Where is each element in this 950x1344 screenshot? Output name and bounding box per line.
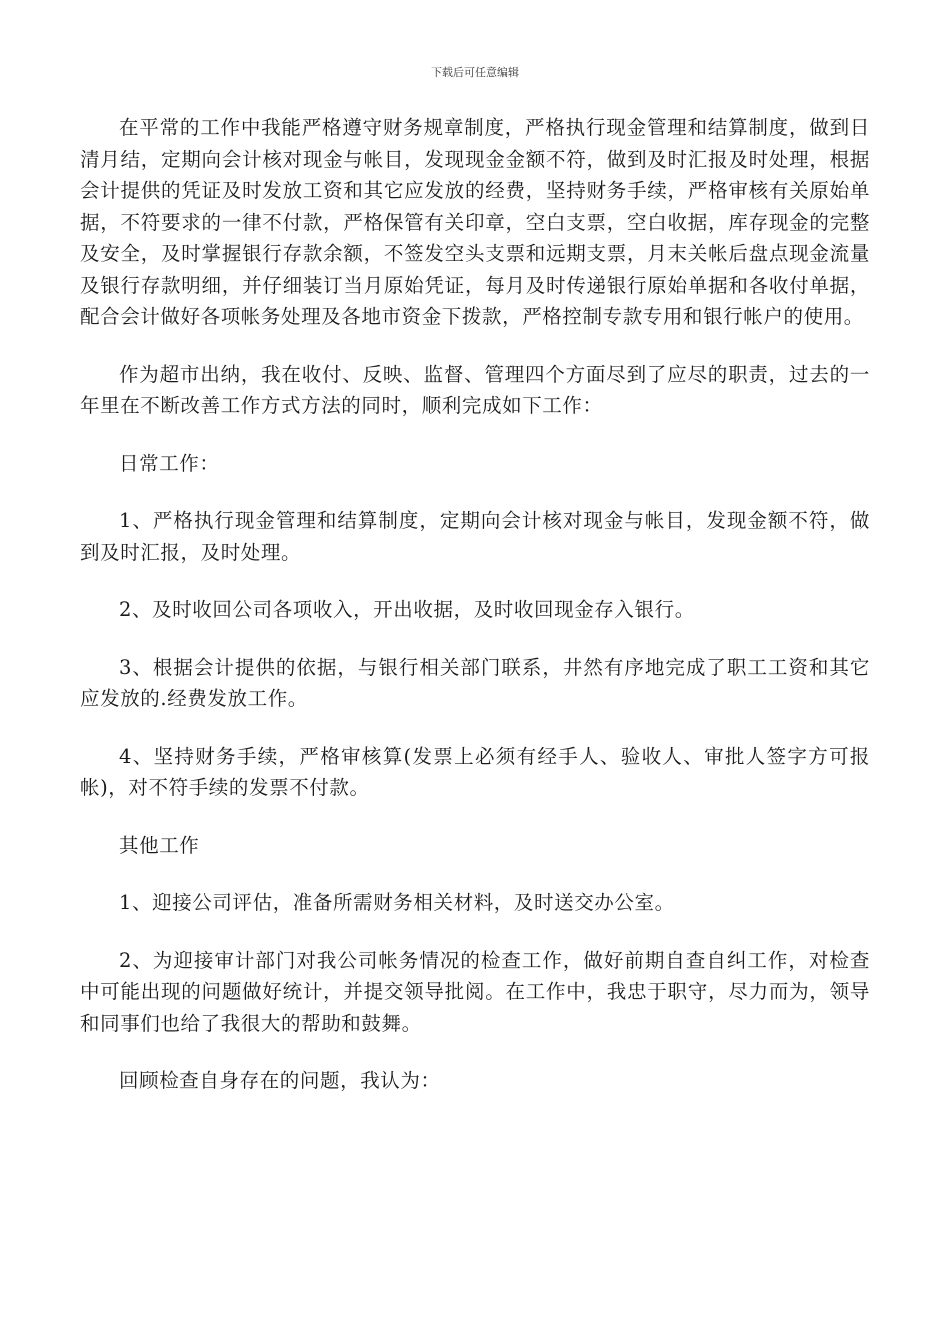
paragraph-cashier-duties: 作为超市出纳，我在收付、反映、监督、管理四个方面尽到了应尽的职责，过去的一年里在不断改善工作方式方法的同时，顺利完成如下工作： [80, 362, 870, 417]
document-body [80, 112, 870, 1123]
list-item-other-2: 2、为迎接审计部门对我公司帐务情况的检查工作，做好前期自查自纠工作，对检查中可能出现的问题做好统计，并提交领导批阅。在工作中，我忠于职守，尽力而为，领导和同事们也给了我很大的帮助和鼓舞。 [80, 948, 870, 1035]
list-item-daily-1: 1、严格执行现金管理和结算制度，定期向会计核对现金与帐目，发现金额不符，做到及时汇报，及时处理。 [80, 509, 870, 564]
paragraph-review: 回顾检查自身存在的问题，我认为： [119, 1069, 441, 1092]
list-item-daily-3: 3、根据会计提供的依据，与银行相关部门联系，井然有序地完成了职工工资和其它应发放的.经费发放工作。 [80, 655, 870, 710]
paragraph-intro: 在平常的工作中我能严格遵守财务规章制度，严格执行现金管理和结算制度，做到日清月结，定期向会计核对现金与帐目，发现现金金额不符，做到及时汇报及时处理，根据会计提供的凭证及时发放工资和其它应发放的经费，坚持财务手续，严格审核有关原始单据，不符要求的一律不付款，严格保管有关印章，空白支票，空白收据，库存现金的完整及安全，及时掌握银行存款余额，不签发空头支票和远期支票，月末关帐后盘点现金流量及银行存款明细，并仔细装订当月原始凭证，每月及时传递银行原始单据和各收付单据，配合会计做好各项帐务处理及各地市资金下拨款，严格控制专款专用和银行帐户的使用。 [80, 116, 870, 328]
section-heading-daily-work: 日常工作： [119, 451, 220, 475]
list-item-daily-2: 2、及时收回公司各项收入，开出收据，及时收回现金存入银行。 [119, 598, 695, 621]
section-heading-other-work: 其他工作 [119, 833, 200, 857]
list-item-other-1: 1、迎接公司评估，准备所需财务相关材料，及时送交办公室。 [119, 891, 675, 914]
list-item-daily-4: 4、坚持财务手续，严格审核算(发票上必须有经手人、验收人、审批人签字方可报帐)，对不符手续的发票不付款。 [80, 744, 870, 799]
header-note: 下载后可任意编辑 [431, 66, 519, 79]
